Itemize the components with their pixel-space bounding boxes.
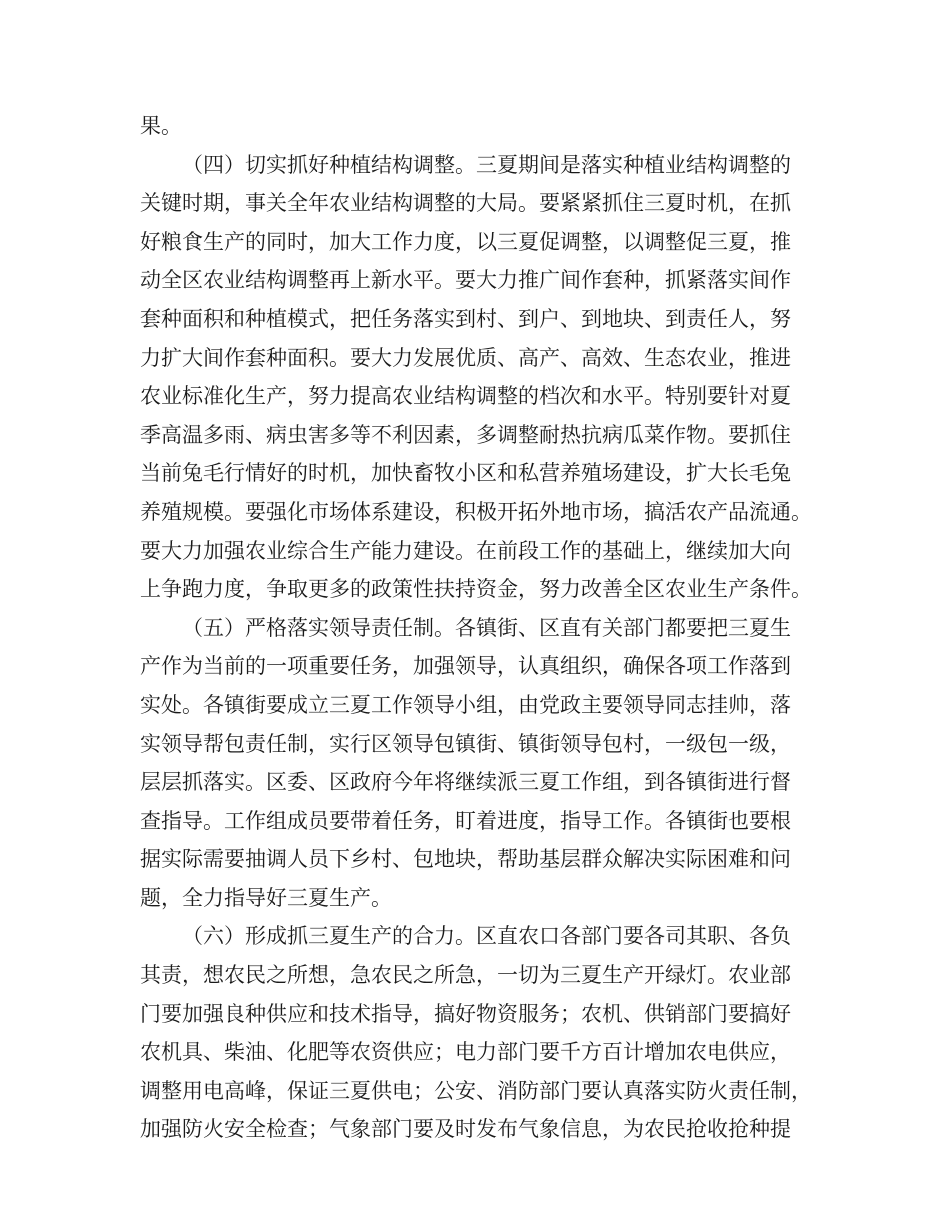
paragraph-first-line: （六）形成抓三夏生产的合力。区直农口各部门要各司其职、各负 xyxy=(182,924,791,949)
text-line: 好粮食生产的同时，加大工作力度，以三夏促调整，以调整促三夏，推 xyxy=(140,229,791,254)
text-line: 动全区农业结构调整再上新水平。要大力推广间作套种，抓紧落实间作 xyxy=(140,268,791,293)
text-line: 当前兔毛行情好的时机，加快畜牧小区和私营养殖场建设，扩大长毛兔 xyxy=(140,461,791,486)
text-line: 上争跑力度，争取更多的政策性扶持资金，努力改善全区农业生产条件。 xyxy=(140,577,812,602)
text-line: 实领导帮包责任制，实行区领导包镇街、镇街领导包村，一级包一级， xyxy=(140,731,791,756)
text-line: 题，全力指导好三夏生产。 xyxy=(140,885,392,910)
text-line: 据实际需要抽调人员下乡村、包地块，帮助基层群众解决实际困难和问 xyxy=(140,847,791,872)
text-line: 关键时期，事关全年农业结构调整的大局。要紧紧抓住三夏时机，在抓 xyxy=(140,191,791,216)
text-line: 其责，想农民之所想，急农民之所急，一切为三夏生产开绿灯。农业部 xyxy=(140,963,791,988)
text-line: 产作为当前的一项重要任务，加强领导，认真组织，确保各项工作落到 xyxy=(140,654,791,679)
paragraph-first-line: （四）切实抓好种植结构调整。三夏期间是落实种植业结构调整的 xyxy=(182,152,791,177)
text-line: 查指导。工作组成员要带着任务，盯着进度，指导工作。各镇街也要根 xyxy=(140,808,791,833)
document-body xyxy=(140,107,830,1149)
text-line: 季高温多雨、病虫害多等不利因素，多调整耐热抗病瓜菜作物。要抓住 xyxy=(140,422,791,447)
text-line: 要大力加强农业综合生产能力建设。在前段工作的基础上，继续加大向 xyxy=(140,538,791,563)
text-line: 层层抓落实。区委、区政府今年将继续派三夏工作组，到各镇街进行督 xyxy=(140,770,791,795)
text-line: 门要加强良种供应和技术指导，搞好物资服务；农机、供销部门要搞好 xyxy=(140,1001,791,1026)
text-line: 实处。各镇街要成立三夏工作领导小组，由党政主要领导同志挂帅，落 xyxy=(140,692,791,717)
text-line: 养殖规模。要强化市场体系建设，积极开拓外地市场，搞活农产品流通。 xyxy=(140,499,812,524)
text-line: 农机具、柴油、化肥等农资供应；电力部门要千方百计增加农电供应， xyxy=(140,1040,791,1065)
text-line: 调整用电高峰，保证三夏供电；公安、消防部门要认真落实防火责任制， xyxy=(140,1078,812,1103)
text-line: 套种面积和种植模式，把任务落实到村、到户、到地块、到责任人，努 xyxy=(140,306,791,331)
text-line: 农业标准化生产，努力提高农业结构调整的档次和水平。特别要针对夏 xyxy=(140,384,791,409)
text-line: 加强防火安全检查；气象部门要及时发布气象信息，为农民抢收抢种提 xyxy=(140,1117,791,1142)
text-line: 果。 xyxy=(140,114,182,138)
text-line: 力扩大间作套种面积。要大力发展优质、高产、高效、生态农业，推进 xyxy=(140,345,791,370)
paragraph-first-line: （五）严格落实领导责任制。各镇街、区直有关部门都要把三夏生 xyxy=(182,615,791,640)
